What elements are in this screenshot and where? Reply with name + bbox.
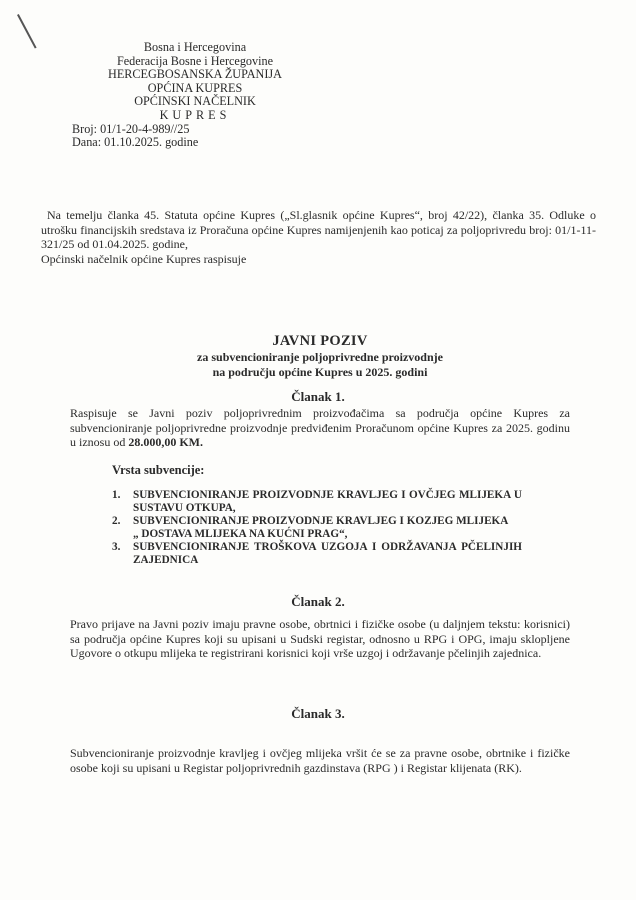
- article-1-amount: 28.000,00 KM.: [128, 435, 204, 449]
- subsidy-item-line: SUBVENCIONIRANJE TROŠKOVA UZGOJA I ODRŽAVANJA PČELINJIH: [133, 541, 522, 553]
- legal-basis-paragraph: Na temelju članka 45. Statuta općine Kupres („Sl.glasnik općine Kupres“, broj 42/22), članka 35. Odluke o utrošku financijskih sredstava iz Proračuna općine Kupres namijenjenih kao poticaj za poljoprivredu broj: 01/1-11-321/25 od 01.04.2025. godine,: [41, 208, 596, 251]
- document-subtitle-1: za subvencioniranje poljoprivredne proizvodnje: [197, 350, 443, 364]
- article-2-heading: Članak 2.: [291, 594, 345, 609]
- article-2-body: [70, 617, 570, 661]
- article-3-heading: Članak 3.: [291, 706, 345, 721]
- subsidy-item-number: 3.: [112, 541, 121, 553]
- document-date: Dana: 01.10.2025. godine: [72, 135, 199, 150]
- letterhead-mayor: OPĆINSKI NAČELNIK: [134, 94, 256, 109]
- article-1-body: [70, 406, 570, 450]
- subsidy-item: [112, 489, 522, 515]
- subsidy-item-line: SUBVENCIONIRANJE PROIZVODNJE KRAVLJEG I OVČJEG MLIJEKA U: [133, 489, 522, 501]
- subsidy-type-label: Vrsta subvencije:: [112, 463, 205, 477]
- article-2-text: Pravo prijave na Javni poziv imaju pravne osobe, obrtnici i fizičke osobe (u daljnjem tekstu: korisnici) sa područja općine Kupres koji su upisani u Sudski registar, odnosno u RPG i OPG, imaju sklopljene Ugovore o otkupu mlijeka te registrirani korisnici koji vrše uzgoj i održavanje pčelinjih zajednica.: [70, 617, 570, 660]
- article-3-body: [70, 746, 570, 775]
- subsidy-item-line: SUSTAVU OTKUPA,: [133, 502, 236, 514]
- subsidy-item-line: SUBVENCIONIRANJE PROIZVODNJE KRAVLJEG I KOZJEG MLIJEKA: [133, 515, 509, 527]
- subsidy-type-list: [112, 489, 522, 567]
- document-subtitle-2: na području općine Kupres u 2025. godini: [212, 365, 428, 379]
- letterhead: [70, 41, 320, 150]
- issuer-line: Općinski načelnik općine Kupres raspisuje: [41, 251, 247, 266]
- staple-mark: [17, 14, 37, 48]
- subsidy-item-number: 2.: [112, 515, 121, 527]
- letterhead-municipality: OPĆINA KUPRES: [147, 80, 243, 95]
- letterhead-country: Bosna i Hercegovina: [143, 40, 247, 54]
- subsidy-item: [112, 515, 522, 541]
- subsidy-item-line: ZAJEDNICA: [133, 554, 199, 566]
- subsidy-item: [112, 541, 522, 567]
- document-number: Broj: 01/1-20-4-989//25: [72, 121, 190, 136]
- article-3-text: Subvencioniranje proizvodnje kravljeg i ovčjeg mlijeka vršit će se za pravne osobe, obrtnike i fizičke osobe koji su upisani u Registar poljoprivrednih gazdinstava (RPG ) i Registar klijenata (RK).: [70, 746, 570, 775]
- subsidy-item-number: 1.: [112, 489, 121, 501]
- document-title: JAVNI POZIV: [272, 333, 368, 349]
- letterhead-county: HERCEGBOSANSKA ŽUPANIJA: [108, 67, 282, 82]
- subsidy-item-line: „ DOSTAVA MLIJEKA NA KUĆNI PRAG“,: [133, 528, 348, 540]
- article-1-heading: Članak 1.: [291, 389, 345, 404]
- letterhead-city: KUPRES: [159, 107, 231, 122]
- intro-section: [41, 208, 596, 266]
- article-1-text: Raspisuje se Javni poziv poljoprivrednim proizvođačima sa područja općine Kupres za subvencioniranje poljoprivredne proizvodnje predviđenim Proračunom općine Kupres za 2025. godinu u iznosu od: [70, 406, 570, 449]
- letterhead-federation: Federacija Bosne i Hercegovine: [116, 53, 273, 68]
- document-title-block: [80, 333, 560, 380]
